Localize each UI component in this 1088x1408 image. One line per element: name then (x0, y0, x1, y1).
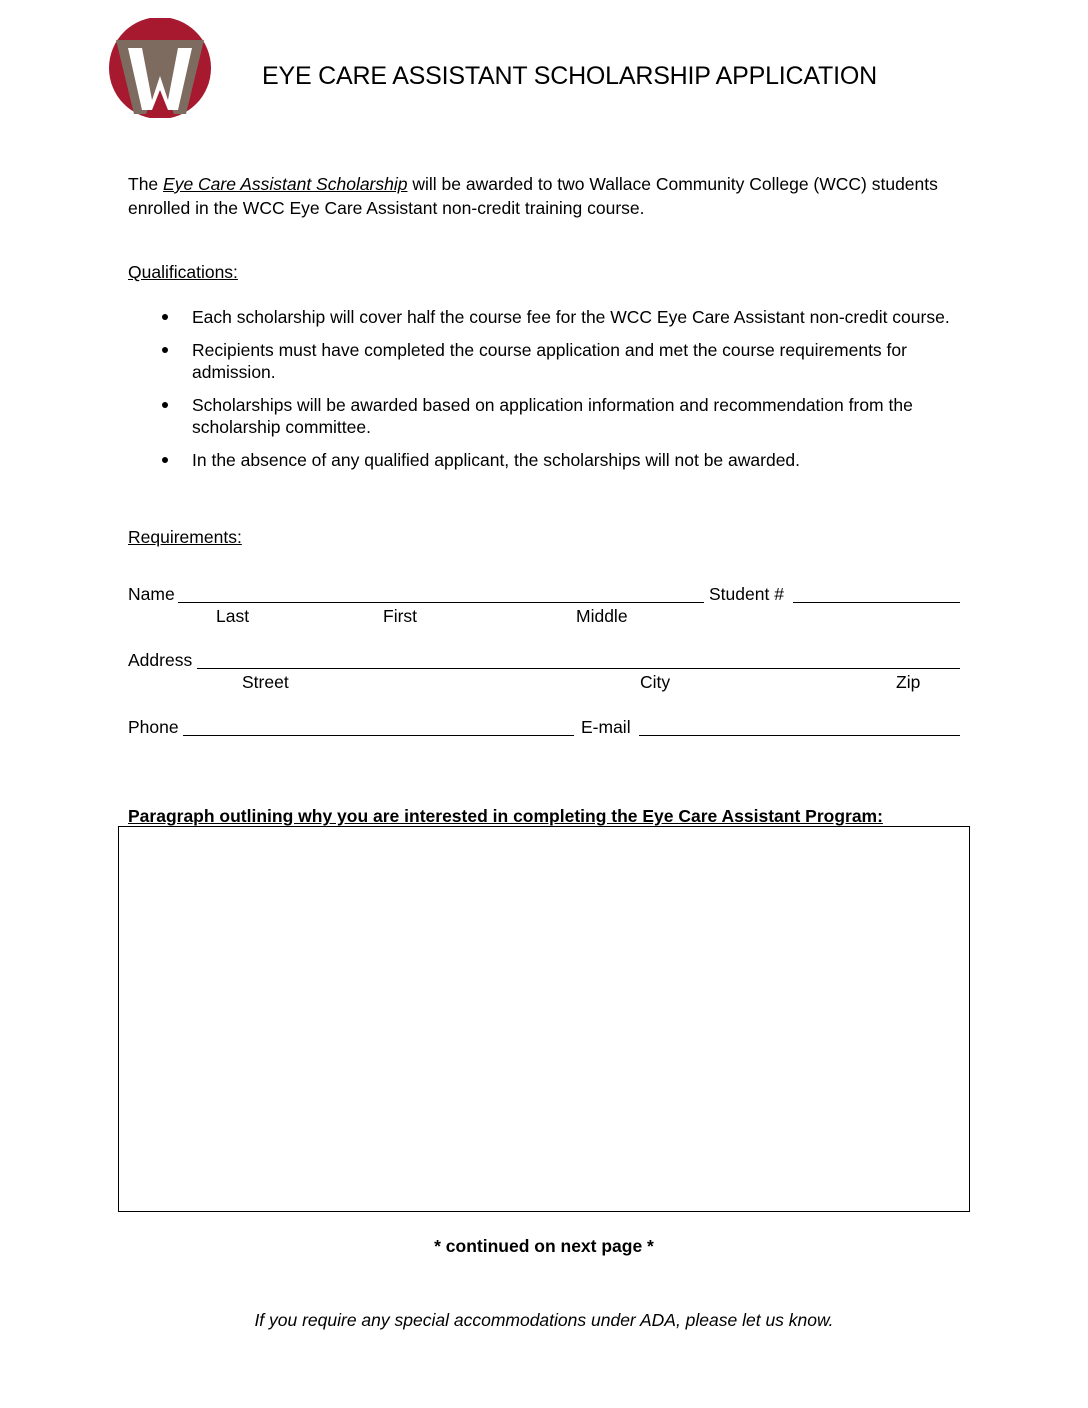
address-sub-zip: Zip (896, 672, 921, 692)
requirements-heading: Requirements: (128, 527, 242, 547)
address-field[interactable] (197, 668, 960, 669)
continued-note: * continued on next page * (434, 1236, 654, 1256)
list-item: Each scholarship will cover half the course fee for the WCC Eye Care Assistant non-credit course. (160, 306, 960, 328)
intro-rest: will be awarded to two Wallace Community College (WCC) students enrolled in the WCC Eye Care Assistant non-credit training course. (128, 174, 938, 218)
paragraph-heading: Paragraph outlining why you are interested in completing the Eye Care Assistant Program: (128, 806, 883, 826)
student-number-label: Student # (709, 584, 784, 604)
wallace-w-logo-icon (106, 18, 214, 118)
intro-paragraph (128, 172, 968, 220)
student-number-field[interactable] (793, 602, 960, 603)
paragraph-textarea[interactable] (118, 826, 970, 1212)
name-sub-last: Last (216, 606, 250, 626)
name-sub-first: First (383, 606, 418, 626)
name-label: Name (128, 584, 175, 604)
email-label: E-mail (581, 717, 631, 737)
phone-label: Phone (128, 717, 179, 737)
qualifications-heading: Qualifications: (128, 262, 238, 282)
address-label: Address (128, 650, 193, 670)
list-item: In the absence of any qualified applicant, the scholarships will not be awarded. (160, 449, 960, 471)
address-sub-street: Street (242, 672, 289, 692)
email-field[interactable] (639, 735, 960, 736)
list-item: Recipients must have completed the course application and met the course requirements for admission. (160, 339, 960, 383)
program-name: Eye Care Assistant Scholarship (163, 174, 408, 194)
address-sub-city: City (640, 672, 671, 692)
name-field[interactable] (178, 602, 704, 603)
qualifications-list (160, 306, 960, 482)
page-title: EYE CARE ASSISTANT SCHOLARSHIP APPLICATION (262, 62, 877, 90)
name-sub-middle: Middle (576, 606, 628, 626)
intro-lead: The (128, 174, 164, 194)
list-item: Scholarships will be awarded based on application information and recommendation from the scholarship committee. (160, 394, 960, 438)
phone-field[interactable] (183, 735, 574, 736)
ada-note: If you require any special accommodations under ADA, please let us know. (254, 1310, 834, 1330)
